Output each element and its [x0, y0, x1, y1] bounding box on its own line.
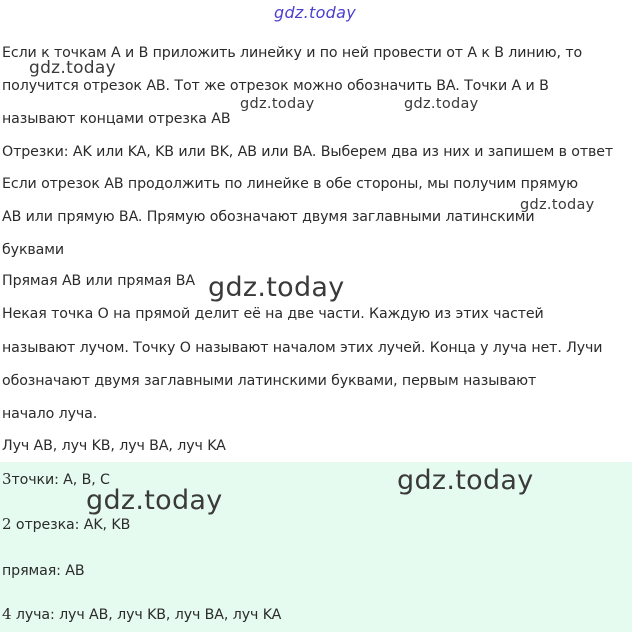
solution-line-1: Если к точкам A и B приложить линейку и по ней провести от A к B линию, то [2, 45, 583, 61]
solution-line-13: Луч AB, луч KB, луч BA, луч KA [2, 438, 226, 454]
answer-row-2-text: отрезка: AK, KB [11, 517, 131, 533]
solution-line-9: Некая точка O на прямой делит её на две части. Каждую из этих частей [2, 306, 544, 322]
solution-line-3: называют концами отрезка AB [2, 111, 231, 127]
solution-line-4: Отрезки: AK или KA, KB или BK, AB или BA. Выберем два из них и запишем в ответ [2, 144, 614, 160]
solution-line-5: Если отрезок AB продолжить по линейке в обе стороны, мы получим прямую [2, 176, 578, 192]
solution-line-7: буквами [2, 242, 64, 258]
watermark-2: gdz.today [240, 96, 315, 112]
watermark-1: gdz.today [29, 58, 116, 78]
watermark-6: gdz.today [397, 465, 534, 496]
solution-line-12: начало луча. [2, 406, 98, 422]
answer-row-2 [2, 515, 130, 534]
watermark-3: gdz.today [404, 96, 479, 112]
answer-row-4 [2, 605, 281, 624]
answer-row-4-text: луча: луч AB, луч KB, луч BA, луч KA [11, 607, 282, 623]
answer-row-1-text: точки: A, B, C [11, 472, 110, 488]
solution-line-6: AB или прямую BA. Прямую обозначают двумя заглавными латинскими [2, 209, 535, 225]
solution-line-11: обозначают двумя заглавными латинскими буквами, первым называют [2, 373, 537, 389]
answer-row-3 [2, 561, 84, 580]
answer-row-4-number: 4 [2, 605, 12, 623]
answer-row-2-number: 2 [2, 515, 12, 533]
solution-line-8: Прямая AB или прямая BA [2, 273, 196, 289]
watermark-top: gdz.today [274, 3, 356, 22]
solution-line-2: получится отрезок AB. Тот же отрезок можно обозначить BA. Точки A и B [2, 78, 549, 94]
solution-line-10: называют лучом. Точку O называют началом этих лучей. Конца у луча нет. Лучи [2, 340, 603, 356]
watermark-7: gdz.today [86, 485, 223, 516]
watermark-4: gdz.today [520, 197, 595, 213]
answer-row-1-number: 3 [2, 470, 12, 488]
watermark-5: gdz.today [208, 272, 345, 303]
answer-row-3-text: прямая: AB [2, 563, 85, 579]
